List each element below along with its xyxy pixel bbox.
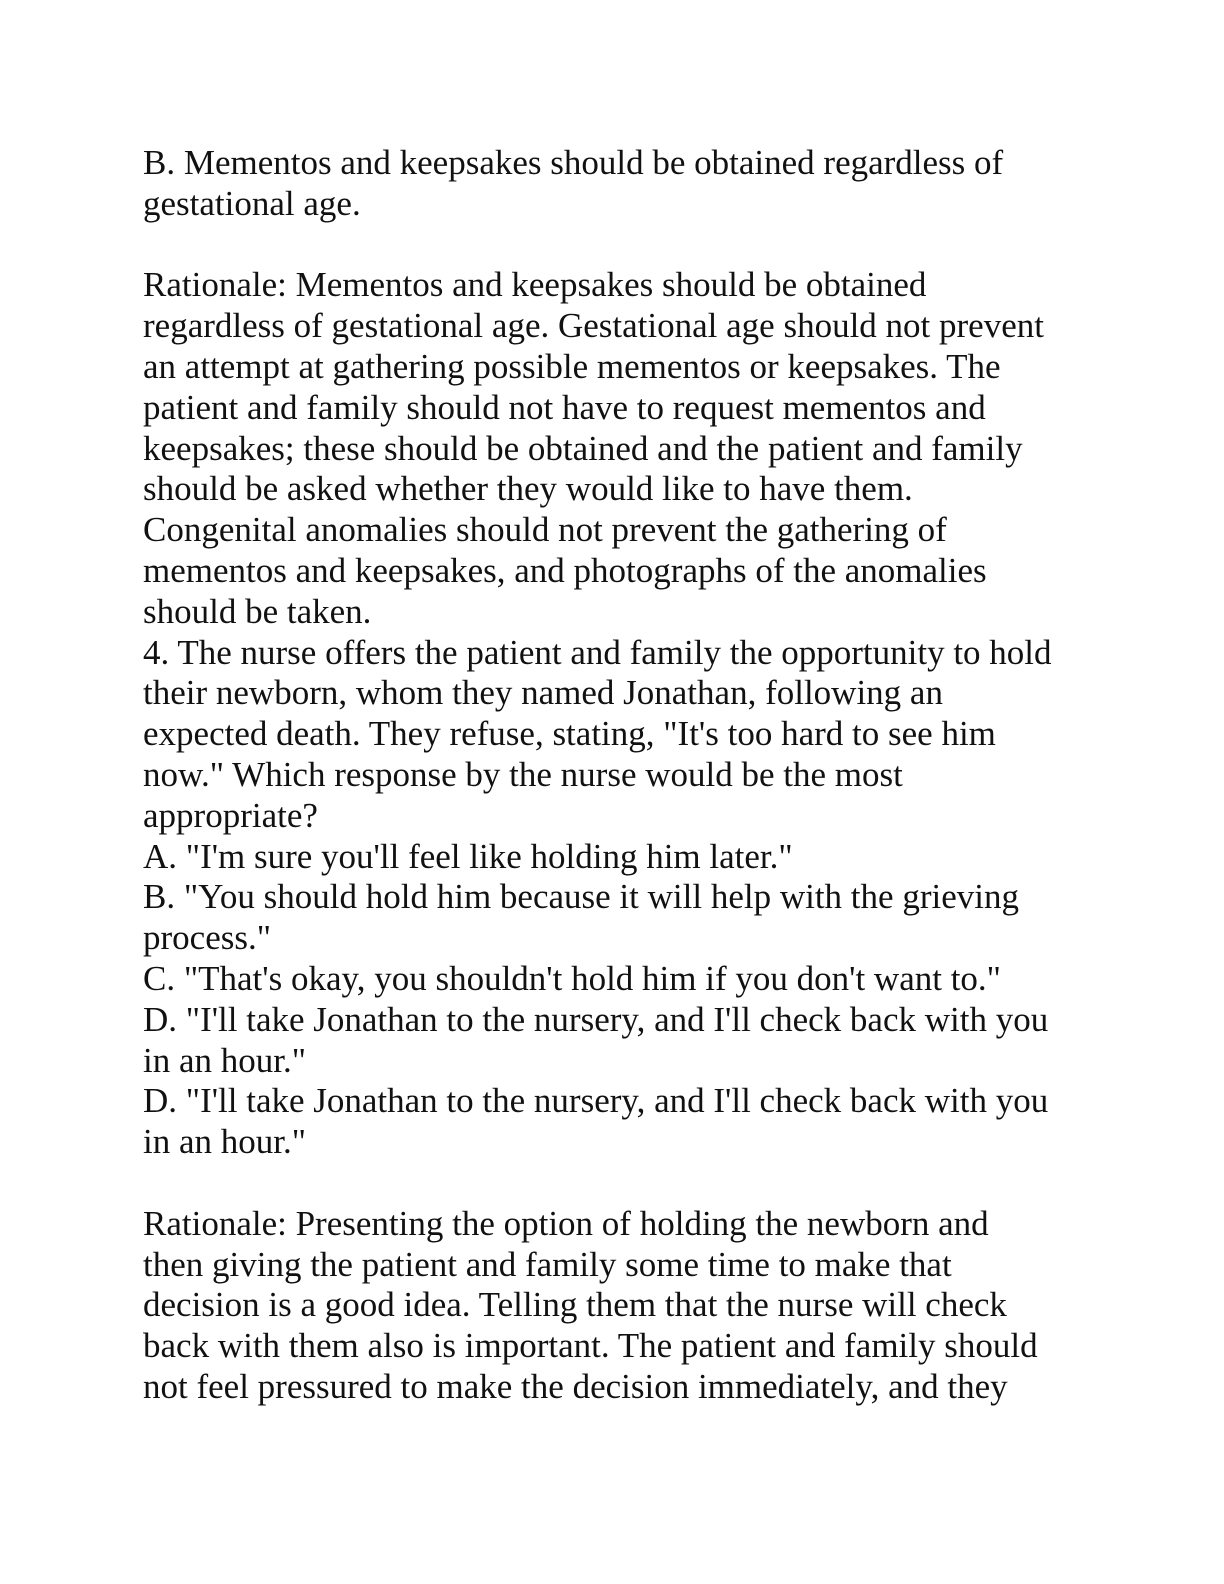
text-line: mementos and keepsakes, and photographs of the anomalies [143, 550, 987, 590]
text-line: C. "That's okay, you shouldn't hold him if you don't want to." [143, 958, 1001, 998]
text-line: now." Which response by the nurse would be the most [143, 754, 903, 794]
document-page [143, 143, 1103, 1408]
rationale-paragraph [143, 265, 1103, 632]
text-line: process." [143, 918, 272, 958]
text-line: regardless of gestational age. Gestational age should not prevent [143, 306, 1044, 346]
text-line: back with them also is important. The patient and family should [143, 1326, 1038, 1366]
option-b [143, 877, 1103, 959]
rationale-paragraph [143, 1204, 1103, 1408]
option-d [143, 1000, 1103, 1082]
text-line: D. "I'll take Jonathan to the nursery, and I'll check back with you [143, 1081, 1049, 1121]
question-paragraph [143, 633, 1103, 837]
text-line: Rationale: Presenting the option of holding the newborn and [143, 1203, 989, 1243]
paragraph-spacer [143, 225, 1103, 266]
text-line: in an hour." [143, 1122, 307, 1162]
text-line: an attempt at gathering possible mementos or keepsakes. The [143, 346, 1001, 386]
text-line: 4. The nurse offers the patient and family the opportunity to hold [143, 632, 1052, 672]
text-line: patient and family should not have to request mementos and [143, 387, 986, 427]
text-line: B. "You should hold him because it will help with the grieving [143, 877, 1019, 917]
option-c [143, 959, 1103, 1000]
text-line: Rationale: Mementos and keepsakes should be obtained [143, 265, 927, 305]
text-line: expected death. They refuse, stating, "It's too hard to see him [143, 714, 996, 754]
text-line: decision is a good idea. Telling them that the nurse will check [143, 1285, 1007, 1325]
text-line: their newborn, whom they named Jonathan, following an [143, 673, 943, 713]
text-line: A. "I'm sure you'll feel like holding him later." [143, 836, 793, 876]
paragraph-spacer [143, 1163, 1103, 1204]
text-line: appropriate? [143, 795, 318, 835]
answer-options [143, 837, 1103, 1082]
text-line: not feel pressured to make the decision immediately, and they [143, 1366, 1008, 1406]
correct-answer [143, 1081, 1103, 1163]
text-line: should be asked whether they would like to have them. [143, 469, 913, 509]
text-line: should be taken. [143, 591, 372, 631]
text-line: gestational age. [143, 183, 361, 223]
text-line: keepsakes; these should be obtained and the patient and family [143, 428, 1023, 468]
text-line: in an hour." [143, 1040, 307, 1080]
answer-paragraph [143, 143, 1103, 225]
text-line: then giving the patient and family some time to make that [143, 1244, 952, 1284]
option-a [143, 837, 1103, 878]
text-line: B. Mementos and keepsakes should be obtained regardless of [143, 143, 1004, 182]
text-line: Congenital anomalies should not prevent the gathering of [143, 510, 947, 550]
text-line: D. "I'll take Jonathan to the nursery, and I'll check back with you [143, 999, 1049, 1039]
